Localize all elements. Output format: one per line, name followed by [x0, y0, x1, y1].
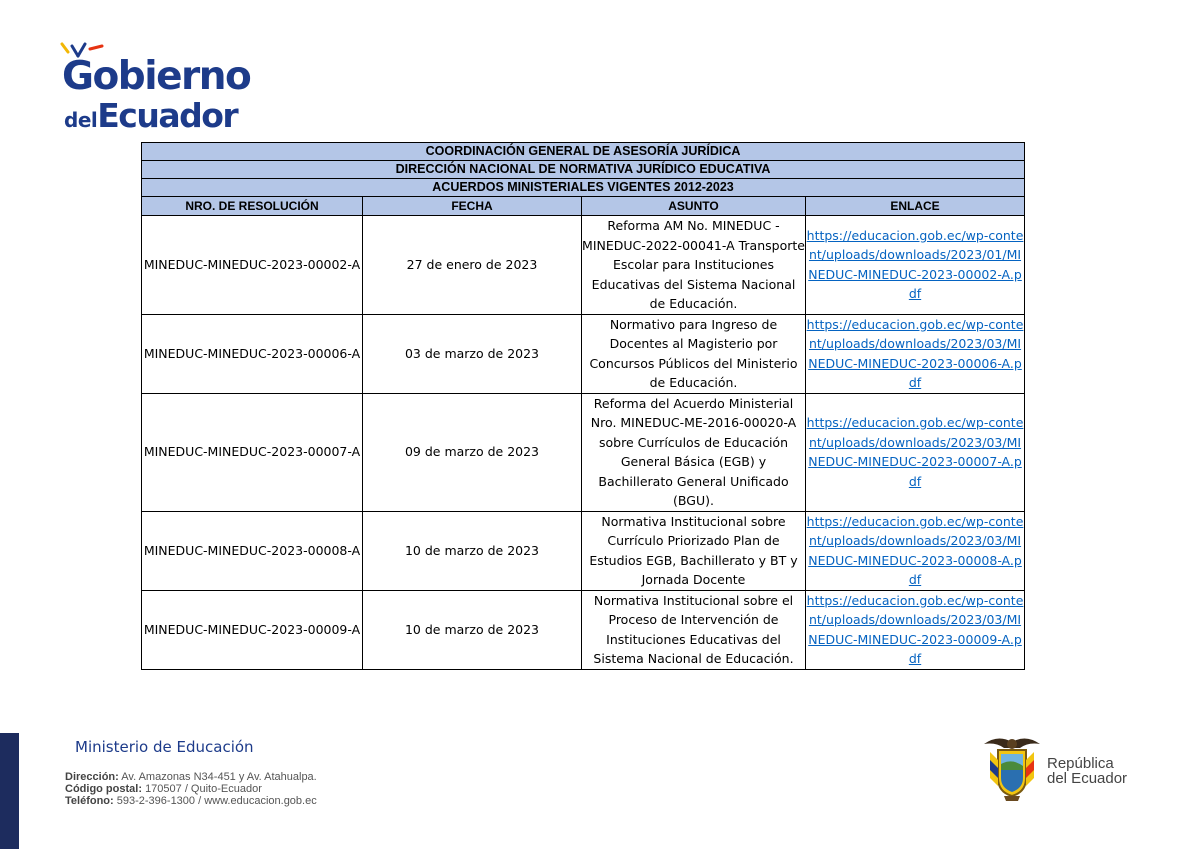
- phone-value: 593-2-396-1300 / www.educacion.gob.ec: [116, 795, 317, 807]
- resolution-cell: MINEDUC-MINEDUC-2023-00007-A: [142, 393, 363, 511]
- table-title-coordination: COORDINACIÓN GENERAL DE ASESORÍA JURÍDICA: [142, 143, 1025, 161]
- postal-value: 170507 / Quito-Ecuador: [145, 783, 262, 795]
- link-cell: [806, 511, 1025, 590]
- subject-cell: Reforma del Acuerdo Ministerial Nro. MINEDUC-ME-2016-00020-A sobre Currículos de Educación General Básica (EGB) y Bachillerato General Unificado (BGU).: [582, 393, 806, 511]
- gobierno-logo: [56, 40, 256, 135]
- date-cell: 10 de marzo de 2023: [363, 511, 582, 590]
- postal-line: [65, 783, 317, 795]
- date-cell: 10 de marzo de 2023: [363, 590, 582, 669]
- resolution-cell: MINEDUC-MINEDUC-2023-00006-A: [142, 314, 363, 393]
- ministry-name: Ministerio de Educación: [75, 738, 254, 756]
- resolution-link[interactable]: https://educacion.gob.ec/wp-content/uploads/downloads/2023/01/MINEDUC-MINEDUC-2023-00002-A.pdf: [806, 227, 1024, 302]
- logo-text-ecuador: Ecuador: [97, 96, 238, 135]
- address-label: Dirección:: [65, 771, 119, 783]
- footer-side-bar: [0, 733, 19, 849]
- republica-line-1: República: [1047, 755, 1114, 772]
- logo-text-del: del: [64, 108, 98, 132]
- subject-cell: Normativa Institucional sobre Currículo Priorizado Plan de Estudios EGB, Bachillerato y BT y Jornada Docente: [582, 511, 806, 590]
- table-title-agreements: ACUERDOS MINISTERIALES VIGENTES 2012-2023: [142, 179, 1025, 197]
- subject-cell: Normativo para Ingreso de Docentes al Magisterio por Concursos Públicos del Ministerio de Educación.: [582, 314, 806, 393]
- contact-info: [65, 771, 317, 807]
- date-cell: 03 de marzo de 2023: [363, 314, 582, 393]
- address-value: Av. Amazonas N34-451 y Av. Atahualpa.: [121, 771, 317, 783]
- address-line: [65, 771, 317, 783]
- link-cell: [806, 590, 1025, 669]
- date-cell: 27 de enero de 2023: [363, 216, 582, 315]
- table-title-direction: DIRECCIÓN NACIONAL DE NORMATIVA JURÍDICO EDUCATIVA: [142, 161, 1025, 179]
- subject-cell: Reforma AM No. MINEDUC - MINEDUC-2022-00041-A Transporte Escolar para Instituciones Educativas del Sistema Nacional de Educación.: [582, 216, 806, 315]
- table-row: [142, 216, 1025, 315]
- column-header-link: ENLACE: [806, 197, 1025, 216]
- ecuador-coat-of-arms-icon: [978, 730, 1046, 802]
- link-cell: [806, 393, 1025, 511]
- column-header-date: FECHA: [363, 197, 582, 216]
- date-cell: 09 de marzo de 2023: [363, 393, 582, 511]
- phone-line: [65, 795, 317, 807]
- agreements-table: [141, 142, 1025, 670]
- resolution-cell: MINEDUC-MINEDUC-2023-00002-A: [142, 216, 363, 315]
- postal-label: Código postal:: [65, 783, 142, 795]
- resolution-link[interactable]: https://educacion.gob.ec/wp-content/uploads/downloads/2023/03/MINEDUC-MINEDUC-2023-00008-A.pdf: [806, 513, 1024, 587]
- logo-text-gobierno: Gobierno: [62, 54, 251, 99]
- table-row: [142, 590, 1025, 669]
- link-cell: [806, 216, 1025, 315]
- column-header-subject: ASUNTO: [582, 197, 806, 216]
- table-row: [142, 393, 1025, 511]
- column-header-resolution: NRO. DE RESOLUCIÓN: [142, 197, 363, 216]
- republica-line-2: del Ecuador: [1047, 770, 1128, 787]
- link-cell: [806, 314, 1025, 393]
- resolution-link[interactable]: https://educacion.gob.ec/wp-content/uploads/downloads/2023/03/MINEDUC-MINEDUC-2023-00007-A.pdf: [806, 415, 1024, 489]
- resolution-cell: MINEDUC-MINEDUC-2023-00008-A: [142, 511, 363, 590]
- table-row: [142, 511, 1025, 590]
- resolution-link[interactable]: https://educacion.gob.ec/wp-content/uploads/downloads/2023/03/MINEDUC-MINEDUC-2023-00006-A.pdf: [806, 316, 1024, 390]
- resolution-link[interactable]: https://educacion.gob.ec/wp-content/uploads/downloads/2023/03/MINEDUC-MINEDUC-2023-00009-A.pdf: [806, 592, 1024, 666]
- logo-text-del-ecuador: [64, 96, 237, 135]
- table-row: [142, 314, 1025, 393]
- phone-label: Teléfono:: [65, 795, 114, 807]
- resolution-cell: MINEDUC-MINEDUC-2023-00009-A: [142, 590, 363, 669]
- republica-del-ecuador-text: [1047, 756, 1127, 786]
- subject-cell: Normativa Institucional sobre el Proceso de Intervención de Instituciones Educativas del Sistema Nacional de Educación.: [582, 590, 806, 669]
